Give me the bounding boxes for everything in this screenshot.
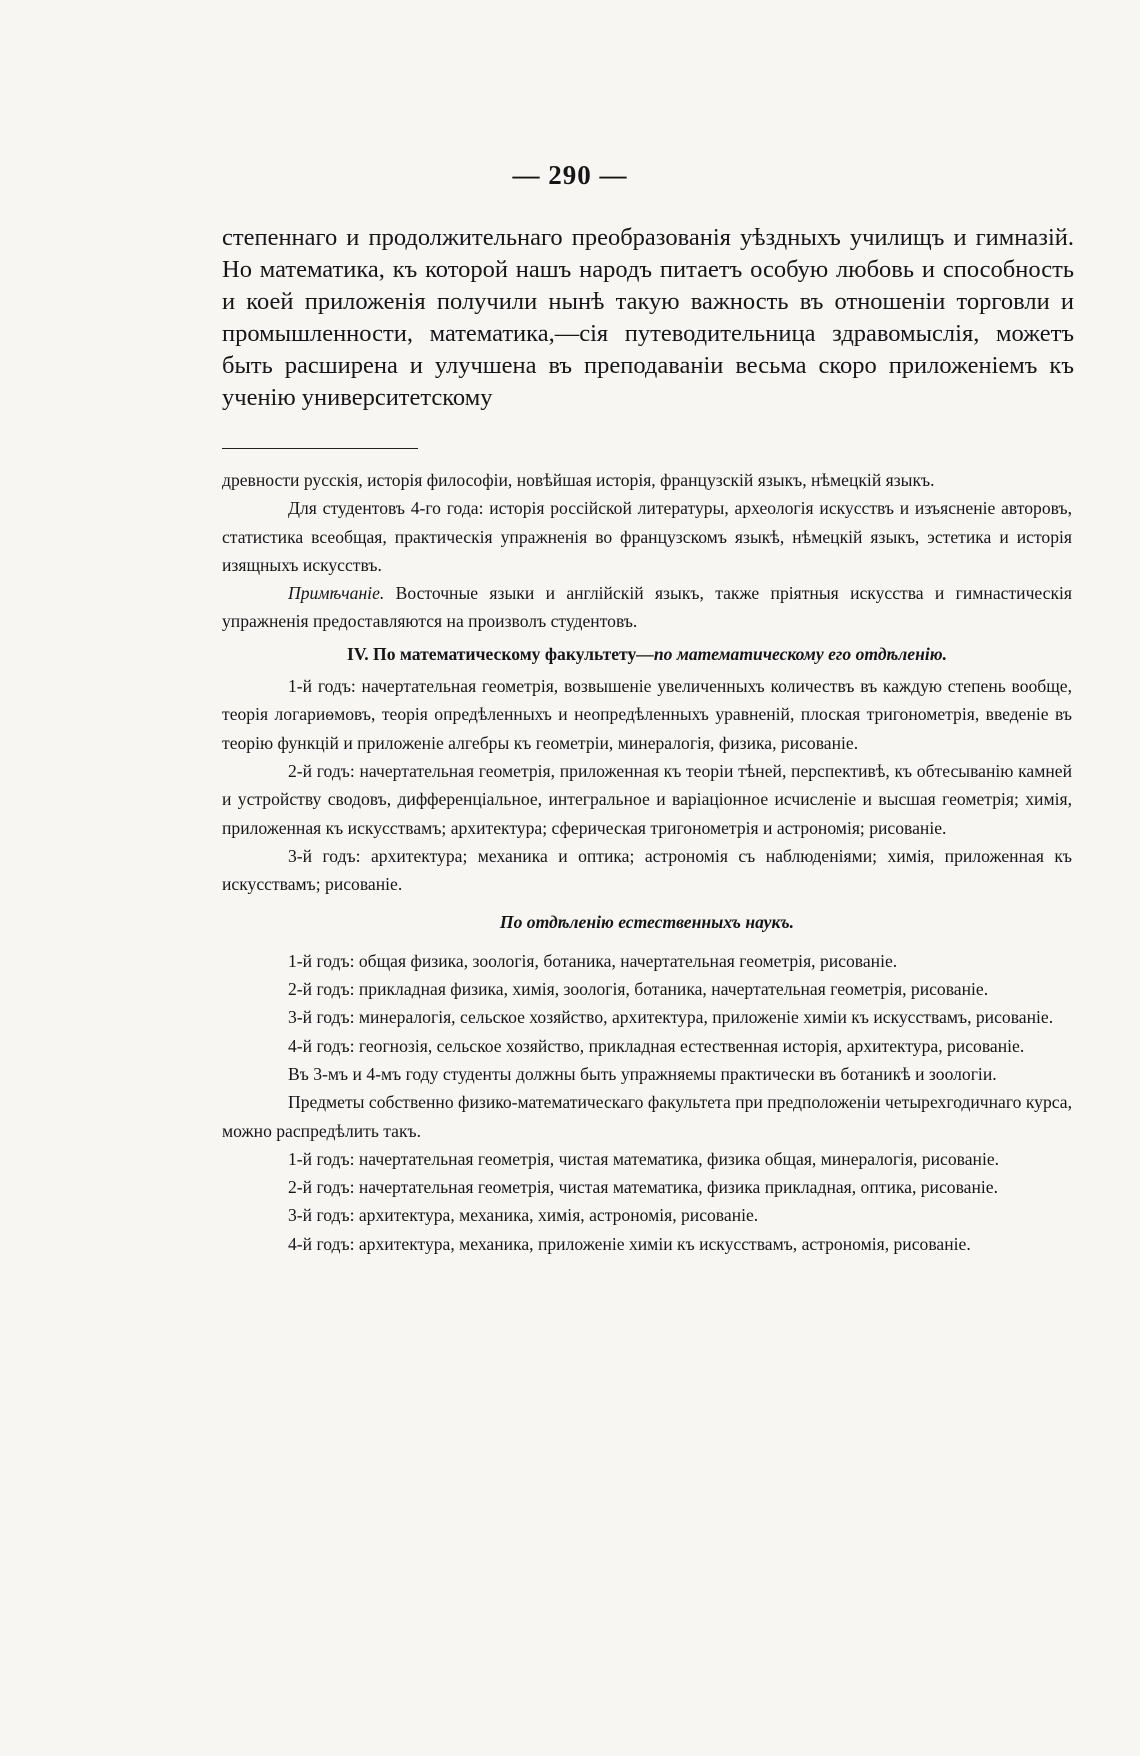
natural-year-1: 1-й годъ: общая физика, зоологія, ботаника, начертательная геометрія, рисованіе. — [288, 950, 898, 971]
footnote-separator — [222, 448, 418, 449]
page-number: — 290 — — [512, 160, 628, 190]
math-year-2: 2-й годъ: начертательная геометрія, приложенная къ теоріи тѣней, перспективѣ, къ обтесыванію камней и устройству сводовъ, дифференціальное, интегральное и варіаціонное исчисленіе и высшая геометрія; химія, приложенная къ искусствамъ; архитектура; сферическая тригонометрія и астрономія; рисованіе. — [222, 760, 1072, 838]
natural-year-4: 4-й годъ: геогнозія, сельское хозяйство, прикладная естественная исторія, архитектура, рисованіе. — [288, 1035, 1025, 1056]
plan-year-3: 3-й годъ: архитектура, механика, химія, астрономія, рисованіе. — [288, 1205, 759, 1226]
faculty-heading-main: IV. По математическому факультету — [346, 643, 637, 664]
remark-label: Примѣчаніе. — [288, 583, 385, 604]
plan-year-2: 2-й годъ: начертательная геометрія, чистая математика, физика прикладная, оптика, рисованіе. — [288, 1177, 998, 1198]
main-paragraph: степеннаго и продолжительнаго преобразованія уѣздныхъ училищъ и гимназій. Но математика, къ которой нашъ народъ питаетъ особую любовь и способность и коей приложенія получили нынѣ такую важность въ отношеніи торговли и промышленности, математика,—сія путеводительница здравомыслія, можетъ быть расширена и улучшена въ преподаваніи весьма скоро приложеніемъ къ ученію университетскому — [222, 224, 1074, 411]
footnote-block — [222, 466, 1072, 1258]
math-year-1: 1-й годъ: начертательная геометрія, возвышеніе увеличенныхъ количествъ въ каждую степень вообще, теорія логариѳмовъ, теорія опредѣленныхъ и неопредѣленныхъ уравненій, плоская тригонометрія, введеніе въ теорію функцій и приложеніе алгебры къ геометріи, минералогія, физика, рисованіе. — [222, 676, 1072, 753]
footnote-continuation: древности русскія, исторія философіи, новѣйшая исторія, французскій языкъ, нѣмецкій языкъ. — [222, 470, 935, 490]
remark-text: Восточные языки и англійскій языкъ, также пріятныя искусства и гимнастическія упражненія предоставляются на произволъ студентовъ. — [222, 583, 1072, 632]
faculty-heading — [222, 640, 1072, 668]
natural-year-2: 2-й годъ: прикладная физика, химія, зоологія, ботаника, начертательная геометрія, рисованіе. — [288, 979, 989, 1000]
footnote-remark — [222, 579, 1072, 636]
practice-note: Въ 3-мъ и 4-мъ году студенты должны быть упражняемы практически въ ботаникѣ и зоологіи. — [288, 1063, 997, 1084]
natural-sciences-heading: По отдѣленію естественныхъ наукъ. — [499, 912, 795, 933]
four-year-intro: Предметы собственно физико-математическаго факультета при предположеніи четырехгодичнаго курса, можно распредѣлить такъ. — [222, 1092, 1072, 1141]
main-text-block — [222, 222, 1074, 414]
faculty-heading-italic: —по математическому его отдѣленію. — [636, 643, 948, 664]
plan-year-4: 4-й годъ: архитектура, механика, приложеніе химіи къ искусствамъ, астрономія, рисованіе. — [288, 1233, 971, 1254]
math-year-3: 3-й годъ: архитектура; механика и оптика; астрономія съ наблюденіями; химія, приложенная къ искусствамъ; рисованіе. — [222, 845, 1072, 895]
natural-year-3: 3-й годъ: минералогія, сельское хозяйство, архитектура, приложеніе химіи къ искусствамъ, рисованіе. — [288, 1007, 1054, 1028]
footnote-fourth-year: Для студентовъ 4-го года: исторія россійской литературы, археологія искусствъ и изъясненіе авторовъ, статистика всеобщая, практическія упражненія во французскомъ языкѣ, нѣмецкій языкъ, эстетика и исторія изящныхъ искусствъ. — [222, 498, 1072, 575]
plan-year-1: 1-й годъ: начертательная геометрія, чистая математика, физика общая, минералогія, рисованіе. — [288, 1148, 1000, 1169]
